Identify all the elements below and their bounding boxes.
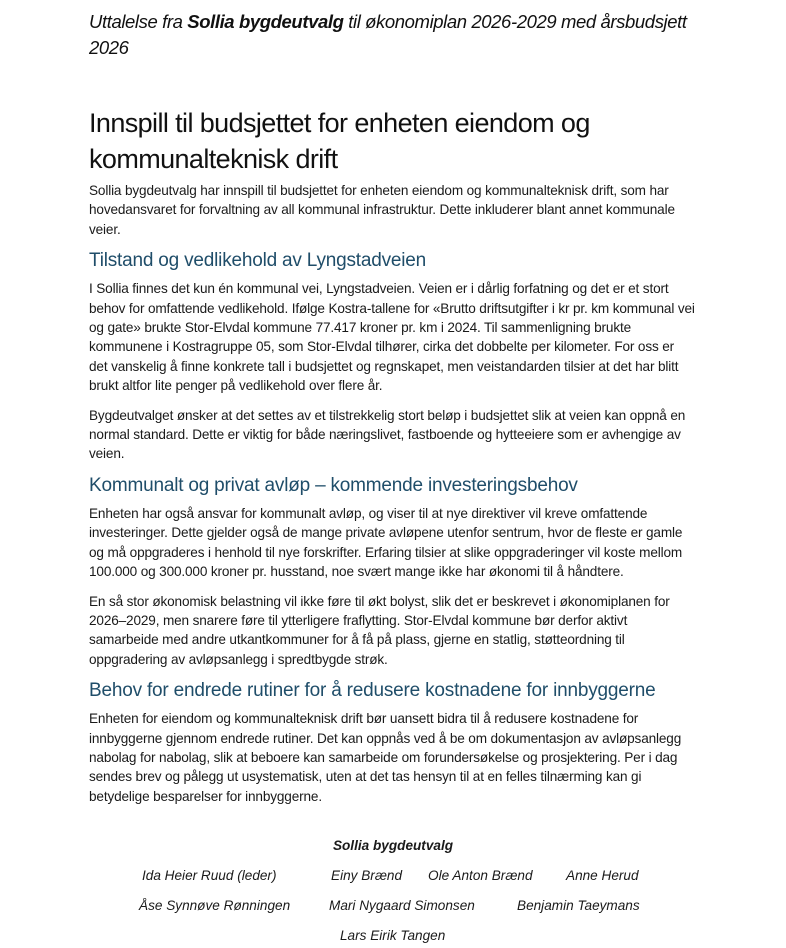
paragraph: Enheten for eiendom og kommunalteknisk drift bør uansett bidra til å redusere kostnadene for innbyggerne gjennom endrede rutiner. Det kan oppnås ved å be om dokumentasjon av avløpsanlegg nabolag for nabolag, slik at beboere kan samarbeide om forundersøkelse og prosjektering. Per i dag sendes brev og pålegg ut usystematisk, uten at det tas hensyn til at en felles tilnærming kan gi betydelige besparelser for innbyggerne. bbox=[89, 711, 682, 804]
signature-member: Einy Brænd bbox=[331, 868, 403, 883]
paragraph: Enheten har også ansvar for kommunalt avløp, og viser til at nye direktiver vil kreve omfattende investeringer. Dette gjelder også de mange private avløpene utenfor sentrum, hvor de fleste er gamle og må oppgraderes i henhold til nye forskrifter. Erfaring tilsier at slike oppgraderinger vil koste mellom 100.000 og 300.000 kroner pr. husstand, noe svært mange ikke har økonomi til å håndtere. bbox=[89, 505, 683, 580]
signature-member: Lars Eirik Tangen bbox=[340, 928, 446, 943]
section-heading-road: Tilstand og vedlikehold av Lyngstadveien bbox=[89, 250, 427, 272]
intro-prefix: Uttalelse fra bbox=[89, 11, 188, 32]
paragraph: En så stor økonomisk belastning vil ikke føre til økt bolyst, slik det er beskrevet i økonomiplanen for 2026–2029, men snarere føre til ytterligere fraflytting. Stor-Elvdal kommune bør derfor aktivt samarbeide med andre utkantkommuner for å få på plass, gjerne en statlig, støtteordning til oppgradering av avløpsanlegg i spredtbygde strøk. bbox=[89, 593, 670, 667]
signature-member: Mari Nygaard Simonsen bbox=[329, 898, 475, 913]
section-heading-routines: Behov for endrede rutiner for å redusere kostnadene for innbyggerne bbox=[89, 680, 656, 702]
signature-member: Anne Herud bbox=[566, 868, 639, 883]
signature-member: Benjamin Taeymans bbox=[517, 898, 640, 913]
intro-org-name: Sollia bygdeutvalg bbox=[187, 11, 344, 32]
section-heading-sewage: Kommunalt og privat avløp – kommende investeringsbehov bbox=[89, 474, 578, 496]
paragraph: I Sollia finnes det kun én kommunal vei, Lyngstadveien. Veien er i dårlig forfatning og det er et stort behov for omfattende vedlikehold. Ifølge Kostra-tallene for «Brutto driftsutgifter i kr pr. km kommunal vei og gate» brukte Stor-Elvdal kommune 77.417 kroner pr. km i 2024. Til sammenligning brukte kommunene i Kostragruppe 05, som Stor-Elvdal tilhører, cirka det dobbelte per kilometer. For oss er det vanskelig å finne konkrete tall i budsjettet og regnskapet, men veistandarden tilsier at det har blitt brukt altfor lite penger på vedlikehold over flere år. bbox=[89, 281, 695, 394]
signature-org: Sollia bygdeutvalg bbox=[332, 838, 454, 853]
document-body bbox=[89, 0, 695, 806]
page-title: Innspill til budsjettet for enheten eiendom og kommunalteknisk drift bbox=[89, 108, 590, 174]
signature-member: Åse Synnøve Rønningen bbox=[139, 898, 291, 913]
signature-member: Ida Heier Ruud (leder) bbox=[142, 868, 277, 883]
intro-line bbox=[89, 9, 695, 61]
signature-member: Ole Anton Brænd bbox=[428, 868, 533, 883]
lead-paragraph: Sollia bygdeutvalg har innspill til budsjettet for enheten eiendom og kommunalteknisk drift, som har hovedansvaret for forvaltning av all kommunal infrastruktur. Dette inkluderer blant annet kommunale veier. bbox=[89, 183, 675, 237]
intro-suffix: til økonomiplan 2026-2029 med årsbudsjett 2026 bbox=[89, 11, 687, 58]
paragraph: Bygdeutvalget ønsker at det settes av et tilstrekkelig stort beløp i budsjettet slik at veien kan oppnå en normal standard. Dette er viktig for både næringslivet, fastboende og hytteeiere som er avhengige av veien. bbox=[89, 407, 686, 462]
